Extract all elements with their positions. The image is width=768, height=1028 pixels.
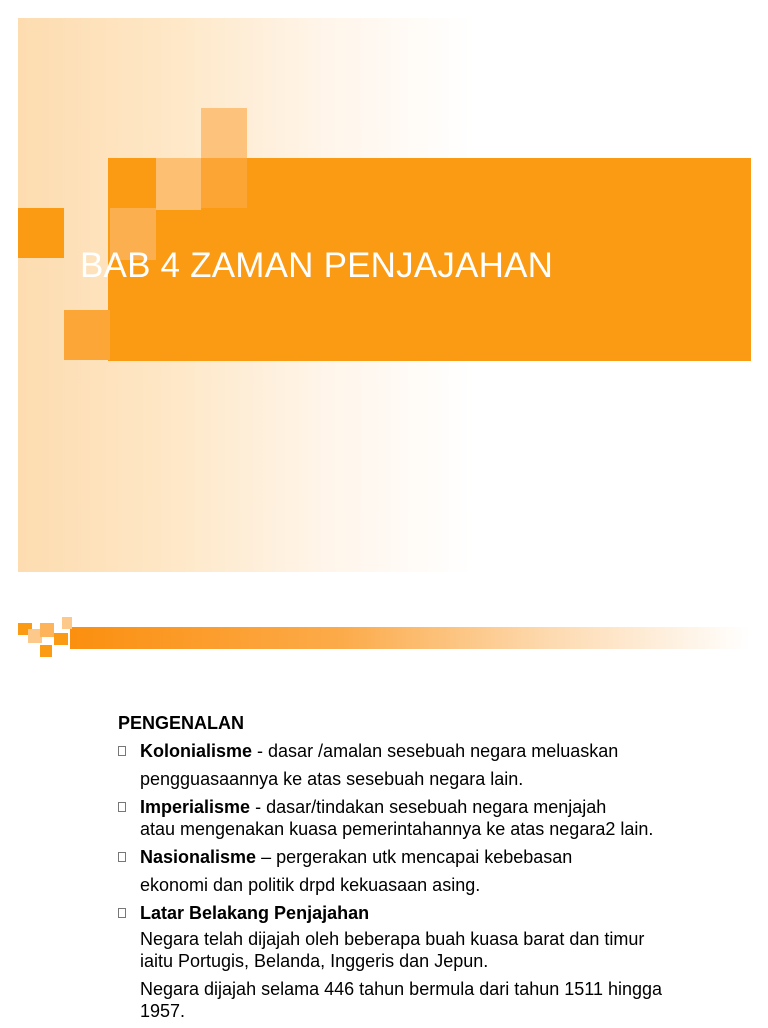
deco-square <box>54 633 68 645</box>
divider-bar <box>70 627 750 649</box>
deco-square <box>156 158 201 210</box>
item-term: Imperialisme <box>140 797 251 817</box>
bullet-icon <box>118 852 126 862</box>
item-continuation: pengguasaannya ke atas sesebuah negara lain. <box>140 769 524 789</box>
item-text: dasar /amalan sesebuah negara meluaskan <box>268 741 619 761</box>
item-sep: - <box>250 797 267 817</box>
item-term: Nasionalisme <box>140 847 257 867</box>
bullet-icon <box>118 802 126 812</box>
item-text: dasar/tindakan sesebuah negara menjajah <box>266 797 607 817</box>
title-slide <box>18 18 751 572</box>
section-divider <box>18 615 758 661</box>
deco-square <box>62 617 72 629</box>
item-continuation-2: Negara dijajah selama 446 tahun bermula dari tahun 1511 hingga 1957. <box>140 979 663 1021</box>
deco-square <box>201 158 247 208</box>
bullet-icon <box>118 908 126 918</box>
item-term: Latar Belakang Penjajahan <box>140 903 370 923</box>
deco-square <box>40 623 54 637</box>
item-continuation: atau mengenakan kuasa pemerintahannya ke atas negara2 lain. <box>140 819 654 839</box>
list-item <box>118 902 718 1022</box>
content-slide <box>118 712 718 1028</box>
slide-title: BAB 4 ZAMAN PENJAJAHAN <box>80 246 554 285</box>
deco-square <box>64 310 110 360</box>
deco-square <box>110 310 156 360</box>
deco-square <box>201 108 247 158</box>
list-item <box>118 796 718 840</box>
item-continuation: ekonomi dan politik drpd kekuasaan asing. <box>140 875 481 895</box>
list-item <box>118 740 718 790</box>
item-text: pergerakan utk mencapai kebebasan <box>276 847 573 867</box>
item-sep: - <box>252 741 269 761</box>
item-continuation: Negara telah dijajah oleh beberapa buah kuasa barat dan timur iaitu Portugis, Belanda, Inggeris dan Jepun. <box>140 929 645 971</box>
section-heading: PENGENALAN <box>118 713 245 733</box>
item-term: Kolonialisme <box>140 741 253 761</box>
list-item <box>118 846 718 896</box>
deco-square <box>18 208 64 258</box>
deco-square <box>40 645 52 657</box>
bullet-icon <box>118 746 126 756</box>
item-sep: – <box>256 847 277 867</box>
